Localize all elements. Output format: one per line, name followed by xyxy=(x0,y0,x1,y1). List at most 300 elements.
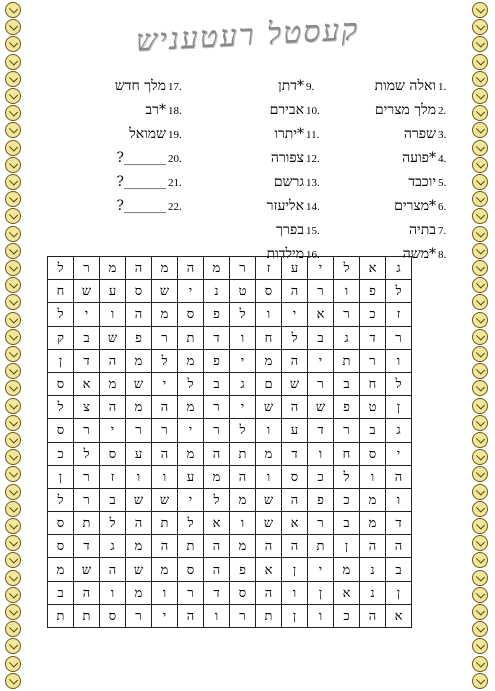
border-bead-icon xyxy=(472,604,488,620)
grid-cell: ע xyxy=(100,280,126,303)
page-title: קעסטל רעטעניש xyxy=(135,12,360,59)
border-bead-icon xyxy=(5,621,21,637)
clue-number: 12. xyxy=(306,153,320,165)
grid-cell: ע xyxy=(282,419,308,442)
border-bead-icon xyxy=(472,277,488,293)
border-bead-icon xyxy=(472,157,488,173)
grid-cell: ה xyxy=(152,535,178,558)
clue-item xyxy=(208,220,328,244)
grid-cell: ן xyxy=(282,604,308,627)
grid-cell: פ xyxy=(204,349,230,372)
border-bead-icon xyxy=(472,191,488,207)
grid-cell: ל xyxy=(204,488,230,511)
grid-cell: ר xyxy=(74,257,100,280)
grid-cell: א xyxy=(74,372,100,395)
grid-row xyxy=(48,465,412,488)
clue-number: 19. xyxy=(168,129,182,141)
grid-cell: ע xyxy=(282,257,308,280)
grid-cell: א xyxy=(256,558,282,581)
grid-cell: ת xyxy=(308,535,334,558)
grid-cell: ו xyxy=(152,581,178,604)
clue-word: ______? xyxy=(116,198,166,214)
clue-number: 3. xyxy=(438,129,447,141)
grid-cell: ש xyxy=(126,488,152,511)
grid-cell: מ xyxy=(360,488,386,511)
border-bead-icon xyxy=(5,329,21,345)
grid-cell: ל xyxy=(178,372,204,395)
grid-cell: ב xyxy=(74,326,100,349)
grid-cell: ד xyxy=(282,442,308,465)
border-bead-icon xyxy=(472,226,488,242)
clue-item xyxy=(70,76,190,100)
grid-cell: ה xyxy=(178,257,204,280)
grid-cell: י xyxy=(230,349,256,372)
grid-cell: ן xyxy=(386,581,412,604)
border-bead-icon xyxy=(5,312,21,328)
grid-cell: ד xyxy=(74,535,100,558)
clue-number: 4. xyxy=(438,153,447,165)
border-bead-icon xyxy=(5,105,21,121)
border-bead-icon xyxy=(5,191,21,207)
clue-item xyxy=(340,76,460,100)
clue-item xyxy=(340,100,460,124)
grid-cell: ר xyxy=(386,326,412,349)
clue-number: 14. xyxy=(306,201,320,213)
grid-cell: ת xyxy=(178,535,204,558)
border-bead-icon xyxy=(472,312,488,328)
grid-cell: ה xyxy=(126,303,152,326)
grid-cell: ב xyxy=(204,372,230,395)
clue-number: 16. xyxy=(306,249,320,261)
grid-cell: ר xyxy=(308,280,334,303)
grid-cell: ר xyxy=(74,419,100,442)
grid-cell: ת xyxy=(48,604,74,627)
grid-cell: ה xyxy=(178,604,204,627)
border-bead-icon xyxy=(5,415,21,431)
grid-cell: ה xyxy=(360,535,386,558)
grid-cell: ע xyxy=(178,465,204,488)
grid-row xyxy=(48,512,412,535)
grid-cell: ם xyxy=(256,372,282,395)
clue-word: צפורה xyxy=(270,150,304,166)
grid-cell: כ xyxy=(360,303,386,326)
grid-cell: ר xyxy=(152,326,178,349)
right-border xyxy=(471,0,491,691)
border-bead-icon xyxy=(472,518,488,534)
grid-cell: נ xyxy=(360,558,386,581)
grid-cell: ג xyxy=(334,326,360,349)
grid-row xyxy=(48,372,412,395)
grid-cell: ה xyxy=(282,535,308,558)
grid-cell: ש xyxy=(152,280,178,303)
clue-item xyxy=(208,196,328,220)
grid-cell: ס xyxy=(48,535,74,558)
grid-cell: ו xyxy=(308,442,334,465)
grid-cell: ו xyxy=(100,581,126,604)
clue-item xyxy=(70,100,190,124)
grid-cell: ה xyxy=(126,257,152,280)
grid-row xyxy=(48,326,412,349)
grid-cell: י xyxy=(282,303,308,326)
grid-cell: מ xyxy=(126,349,152,372)
grid-cell: א xyxy=(360,257,386,280)
grid-cell: י xyxy=(308,558,334,581)
grid-cell: כ xyxy=(308,465,334,488)
grid-cell: ת xyxy=(334,349,360,372)
clue-number: 18. xyxy=(168,105,182,117)
border-bead-icon xyxy=(472,71,488,87)
grid-cell: י xyxy=(308,349,334,372)
grid-cell: פ xyxy=(334,396,360,419)
grid-cell: מ xyxy=(256,442,282,465)
grid-cell: ה xyxy=(100,558,126,581)
grid-cell: ו xyxy=(334,280,360,303)
border-bead-icon xyxy=(5,535,21,551)
grid-cell: ש xyxy=(282,372,308,395)
grid-cell: ל xyxy=(48,396,74,419)
grid-cell: ס xyxy=(48,419,74,442)
grid-cell: ל xyxy=(230,419,256,442)
clue-item xyxy=(208,76,328,100)
border-bead-icon xyxy=(472,88,488,104)
border-bead-icon xyxy=(5,587,21,603)
border-bead-icon xyxy=(472,552,488,568)
border-bead-icon xyxy=(5,277,21,293)
clue-number: 5. xyxy=(438,177,447,189)
grid-cell: ו xyxy=(100,303,126,326)
grid-row xyxy=(48,581,412,604)
grid-cell: ש xyxy=(256,488,282,511)
grid-cell: ש xyxy=(256,512,282,535)
grid-cell: ס xyxy=(100,604,126,627)
grid-cell: ס xyxy=(282,465,308,488)
clue-word: שמואל xyxy=(129,126,166,142)
grid-cell: ן xyxy=(282,558,308,581)
grid-cell: ש xyxy=(74,280,100,303)
clue-word: מלך חדש xyxy=(114,78,166,94)
border-bead-icon xyxy=(472,638,488,654)
grid-cell: מ xyxy=(100,257,126,280)
grid-cell: ר xyxy=(74,465,100,488)
grid-cell: ת xyxy=(230,442,256,465)
clue-word: אליעזר xyxy=(266,198,304,214)
grid-cell: מ xyxy=(334,558,360,581)
grid-cell: ו xyxy=(256,465,282,488)
grid-cell: מ xyxy=(230,488,256,511)
grid-cell: מ xyxy=(204,257,230,280)
grid-cell: ה xyxy=(256,581,282,604)
grid-cell: כ xyxy=(334,488,360,511)
grid-cell: ג xyxy=(386,419,412,442)
grid-cell: ל xyxy=(386,372,412,395)
grid-cell: פ xyxy=(230,558,256,581)
grid-cell: ה xyxy=(282,396,308,419)
grid-cell: נ xyxy=(360,581,386,604)
grid-cell: ה xyxy=(230,465,256,488)
grid-cell: ח xyxy=(360,372,386,395)
grid-cell: ל xyxy=(48,488,74,511)
grid-cell: מ xyxy=(178,442,204,465)
grid-cell: מ xyxy=(152,303,178,326)
clue-item xyxy=(208,172,328,196)
grid-cell: ל xyxy=(48,257,74,280)
border-bead-icon xyxy=(5,638,21,654)
clue-item xyxy=(208,124,328,148)
clue-word: *דתן xyxy=(278,78,304,94)
clue-number: 9. xyxy=(306,81,315,93)
grid-cell: ו xyxy=(282,581,308,604)
clue-item xyxy=(208,100,328,124)
clue-column-1 xyxy=(340,76,460,268)
grid-cell: ה xyxy=(204,558,230,581)
clue-column-3 xyxy=(70,76,190,220)
clue-item xyxy=(70,196,190,220)
border-bead-icon xyxy=(472,535,488,551)
border-bead-icon xyxy=(5,484,21,500)
border-bead-icon xyxy=(472,105,488,121)
border-bead-icon xyxy=(5,380,21,396)
border-bead-icon xyxy=(472,449,488,465)
grid-cell: מ xyxy=(126,581,152,604)
grid-cell: פ xyxy=(308,488,334,511)
border-bead-icon xyxy=(5,260,21,276)
grid-cell: ס xyxy=(360,442,386,465)
grid-cell: ז xyxy=(386,303,412,326)
grid-cell: ו xyxy=(126,465,152,488)
clue-word: *יתרו xyxy=(274,126,304,142)
clue-word: בפרך xyxy=(276,222,304,238)
grid-cell: ע xyxy=(126,442,152,465)
grid-cell: ס xyxy=(48,372,74,395)
grid-cell: ה xyxy=(204,442,230,465)
grid-cell: ד xyxy=(386,512,412,535)
border-bead-icon xyxy=(472,122,488,138)
grid-row xyxy=(48,280,412,303)
grid-cell: מ xyxy=(360,512,386,535)
grid-cell: ה xyxy=(152,396,178,419)
grid-cell: צ xyxy=(74,396,100,419)
border-bead-icon xyxy=(5,604,21,620)
grid-cell: ש xyxy=(308,396,334,419)
clue-number: 11. xyxy=(306,129,320,141)
grid-cell: ת xyxy=(178,326,204,349)
grid-cell: ן xyxy=(334,535,360,558)
grid-cell: ל xyxy=(334,257,360,280)
grid-cell: ר xyxy=(308,372,334,395)
clue-word: יוכבד xyxy=(408,174,436,190)
clue-item xyxy=(340,196,460,220)
grid-cell: פ xyxy=(126,326,152,349)
grid-cell: ס xyxy=(230,581,256,604)
grid-row xyxy=(48,442,412,465)
grid-cell: ה xyxy=(152,442,178,465)
grid-cell: ר xyxy=(230,257,256,280)
clue-word: ______? xyxy=(116,150,166,166)
clue-number: 2. xyxy=(438,105,447,117)
clue-item xyxy=(340,172,460,196)
clue-number: 20. xyxy=(168,153,182,165)
grid-cell: ש xyxy=(152,488,178,511)
grid-cell: מ xyxy=(152,257,178,280)
grid-cell: מ xyxy=(178,396,204,419)
grid-cell: י xyxy=(100,419,126,442)
grid-cell: ו xyxy=(256,303,282,326)
border-bead-icon xyxy=(472,260,488,276)
grid-cell: ס xyxy=(100,442,126,465)
grid-cell: ת xyxy=(74,512,100,535)
grid-cell: ח xyxy=(48,280,74,303)
grid-cell: ן xyxy=(48,465,74,488)
grid-cell: ה xyxy=(256,535,282,558)
clue-number: 1. xyxy=(438,81,447,93)
grid-cell: ס xyxy=(178,303,204,326)
grid-cell: ר xyxy=(204,396,230,419)
grid-cell: ה xyxy=(360,604,386,627)
grid-cell: ס xyxy=(126,280,152,303)
grid-cell: ה xyxy=(100,349,126,372)
border-bead-icon xyxy=(472,415,488,431)
grid-row xyxy=(48,488,412,511)
grid-cell: ס xyxy=(48,512,74,535)
clue-word: בתיה xyxy=(408,222,436,238)
clue-number: 8. xyxy=(438,249,447,261)
grid-cell: ש xyxy=(126,372,152,395)
clue-item xyxy=(70,148,190,172)
border-bead-icon xyxy=(472,656,488,672)
grid-cell: ל xyxy=(178,512,204,535)
border-bead-icon xyxy=(5,449,21,465)
grid-cell: ה xyxy=(100,396,126,419)
clue-number: 15. xyxy=(306,225,320,237)
border-bead-icon xyxy=(5,208,21,224)
grid-cell: ב xyxy=(48,581,74,604)
grid-cell: י xyxy=(178,419,204,442)
grid-cell: ה xyxy=(204,535,230,558)
grid-cell: ש xyxy=(74,558,100,581)
grid-cell: ה xyxy=(386,535,412,558)
grid-row xyxy=(48,257,412,280)
clue-column-2 xyxy=(208,76,328,268)
grid-cell: ר xyxy=(230,604,256,627)
grid-cell: ר xyxy=(334,303,360,326)
word-search-grid xyxy=(47,256,412,628)
grid-cell: ת xyxy=(152,512,178,535)
grid-cell: ח xyxy=(256,326,282,349)
border-bead-icon xyxy=(5,71,21,87)
grid-cell: ד xyxy=(204,581,230,604)
border-bead-icon xyxy=(472,294,488,310)
border-bead-icon xyxy=(472,174,488,190)
grid-cell: ב xyxy=(308,326,334,349)
border-bead-icon xyxy=(5,157,21,173)
grid-cell: י xyxy=(178,488,204,511)
border-bead-icon xyxy=(472,140,488,156)
border-bead-icon xyxy=(472,54,488,70)
grid-cell: כ xyxy=(334,604,360,627)
border-bead-icon xyxy=(5,122,21,138)
clue-number: 6. xyxy=(438,201,447,213)
grid-cell: ב xyxy=(334,372,360,395)
border-bead-icon xyxy=(5,501,21,517)
grid-cell: י xyxy=(178,280,204,303)
grid-cell: ת xyxy=(256,604,282,627)
grid-cell: מ xyxy=(178,349,204,372)
grid-cell: ו xyxy=(308,604,334,627)
grid-cell: ג xyxy=(100,535,126,558)
border-bead-icon xyxy=(5,140,21,156)
grid-cell: מ xyxy=(126,396,152,419)
border-bead-icon xyxy=(5,432,21,448)
border-bead-icon xyxy=(5,673,21,689)
clue-word: *משה xyxy=(402,246,436,262)
grid-row xyxy=(48,558,412,581)
grid-cell: ה xyxy=(282,488,308,511)
grid-cell: ס xyxy=(256,280,282,303)
clue-number: 21. xyxy=(168,177,182,189)
grid-cell: ה xyxy=(126,512,152,535)
border-bead-icon xyxy=(5,88,21,104)
border-bead-icon xyxy=(5,174,21,190)
grid-cell: ר xyxy=(152,419,178,442)
grid-cell: א xyxy=(334,581,360,604)
grid-cell: ו xyxy=(204,604,230,627)
border-bead-icon xyxy=(472,484,488,500)
grid-cell: ה xyxy=(74,581,100,604)
grid-cell: ל xyxy=(334,465,360,488)
clue-item xyxy=(340,220,460,244)
grid-cell: ת xyxy=(74,604,100,627)
grid-cell: ו xyxy=(386,488,412,511)
grid-cell: מ xyxy=(152,558,178,581)
border-bead-icon xyxy=(472,466,488,482)
left-border xyxy=(4,0,24,691)
grid-cell: ר xyxy=(74,488,100,511)
border-bead-icon xyxy=(5,2,21,18)
clue-number: 13. xyxy=(306,177,320,189)
grid-cell: מ xyxy=(256,349,282,372)
grid-cell: י xyxy=(152,372,178,395)
grid-row xyxy=(48,349,412,372)
grid-cell: ג xyxy=(230,372,256,395)
grid-cell: ש xyxy=(100,326,126,349)
grid-row xyxy=(48,396,412,419)
grid-cell: ר xyxy=(308,512,334,535)
grid-cell: י xyxy=(152,604,178,627)
border-bead-icon xyxy=(472,432,488,448)
grid-cell: ל xyxy=(74,442,100,465)
border-bead-icon xyxy=(472,501,488,517)
border-bead-icon xyxy=(472,329,488,345)
grid-cell: ר xyxy=(334,419,360,442)
grid-cell: ש xyxy=(126,558,152,581)
grid-cell: ר xyxy=(204,419,230,442)
grid-cell: ס xyxy=(178,558,204,581)
clue-word: *רב xyxy=(145,102,166,118)
border-bead-icon xyxy=(5,518,21,534)
grid-cell: ו xyxy=(360,465,386,488)
clue-number: 22. xyxy=(168,201,182,213)
clue-word: שפרה xyxy=(403,126,436,142)
grid-cell: ן xyxy=(48,349,74,372)
clue-item xyxy=(70,172,190,196)
grid-cell: ה xyxy=(386,465,412,488)
grid-cell: ר xyxy=(126,604,152,627)
grid-cell: א xyxy=(386,604,412,627)
grid-cell: ל xyxy=(152,349,178,372)
clue-item xyxy=(70,124,190,148)
grid-cell: ן xyxy=(308,581,334,604)
grid-cell: י xyxy=(74,303,100,326)
